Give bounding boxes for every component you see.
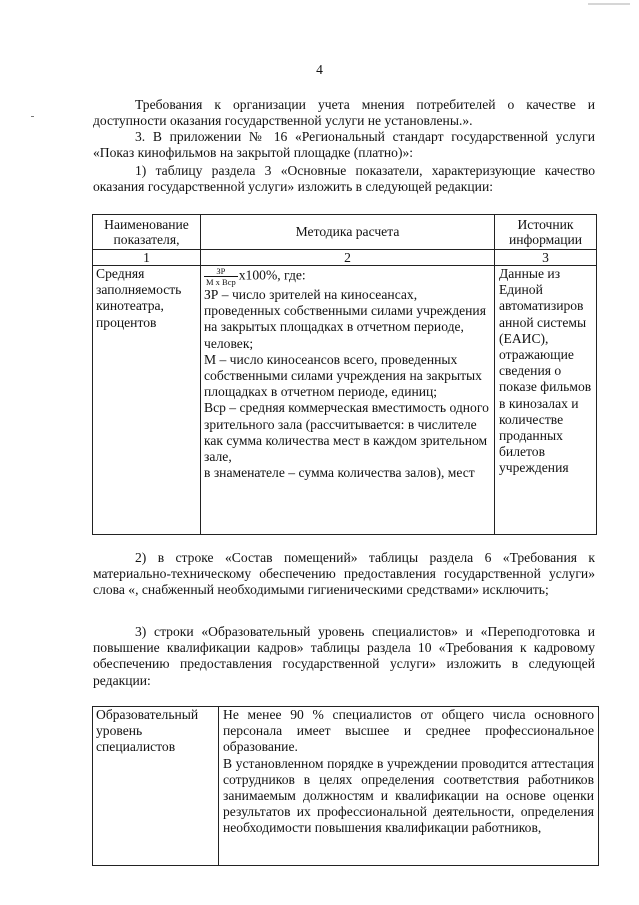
- staff-attestation-text: В установленном порядке в учреждении проводится аттестация сотрудников в целях определения соответствия работников занимаемым должностям и квалификации на основе оценки результатов их профессиональной деятельности, определения необходимости повышения квалификации работников,: [223, 755, 594, 836]
- header-source: Источник информации: [495, 215, 597, 250]
- indicators-table: [92, 214, 597, 535]
- staff-row-text: [219, 707, 599, 866]
- scan-smudge: [588, 3, 630, 5]
- calculation-method: [201, 266, 495, 535]
- column-number-3: 3: [495, 250, 597, 266]
- definition-m: М – число киносеансов всего, проведенных собственными силами учреждения на закрытых площадках в отчетном периоде, единиц;: [204, 351, 482, 400]
- formula-tail: х100%, где:: [238, 267, 306, 283]
- paragraph-appendix-16: 3. В приложении № 16 «Региональный стандарт государственной услуги «Показ кинофильмов на закрытой площадке (платно)»:: [93, 129, 595, 161]
- formula-numerator: ЗР: [204, 266, 238, 277]
- formula: [204, 266, 491, 287]
- page-number: 4: [316, 62, 323, 77]
- information-source: Данные из Единой автоматизиров анной системы (ЕАИС), отражающие сведения о показе фильмов в кинозалах и количестве проданных билетов учреждения: [495, 266, 597, 535]
- formula-fraction: [204, 266, 238, 287]
- definition-vsr: Вср – средняя коммерческая вместимость одного зрительного зала (рассчитывается: в числителе как сумма количества мест в каждом зрительном зале,: [204, 400, 489, 465]
- table-row: [93, 266, 597, 535]
- staff-row-name: Образовательный уровень специалистов: [93, 707, 219, 866]
- scan-mark: [31, 116, 34, 117]
- table-header-row: [93, 215, 597, 250]
- column-number-1: 1: [93, 250, 201, 266]
- paragraph-staff-rows: 3) строки «Образовательный уровень специалистов» и «Переподготовка и повышение квалификации кадров» таблицы раздела 10 «Требования к кадровому обеспечению предоставления государственной услуги» изложить в следующей редакции:: [93, 624, 595, 688]
- header-method: Методика расчета: [201, 215, 495, 250]
- paragraph-table-section-3: 1) таблицу раздела 3 «Основные показатели, характеризующие качество оказания государственной услуги» изложить в следующей редакции:: [93, 163, 595, 195]
- table-row: [93, 707, 599, 866]
- formula-denominator: М х Вср: [206, 277, 236, 287]
- staff-table: [92, 706, 599, 866]
- header-indicator-name: Наименование показателя,: [93, 215, 201, 250]
- table-number-row: [93, 250, 597, 266]
- paragraph-premises: 2) в строке «Состав помещений» таблицы раздела 6 «Требования к материально-техническому обеспечению предоставления государственной услуги» слова «, снабженный необходимыми гигиеническими средствами» исключить;: [93, 550, 595, 598]
- staff-requirement-text: Не менее 90 % специалистов от общего числа основного персонала имеет высшее и среднее профессиональное образование.: [223, 707, 594, 755]
- definition-zr: ЗР – число зрителей на киносеансах, проведенных собственными силами учреждения на закрытых площадках в отчетном периоде, человек;: [204, 287, 486, 351]
- column-number-2: 2: [201, 250, 495, 266]
- definition-vsr-denominator: в знаменателе – сумма количества залов), мест: [204, 465, 475, 481]
- indicator-name: Средняя заполняемость кинотеатра, процентов: [93, 266, 201, 535]
- paragraph-feedback-requirements: Требования к организации учета мнения потребителей о качестве и доступности оказания государственной услуги не установлены.».: [93, 97, 595, 129]
